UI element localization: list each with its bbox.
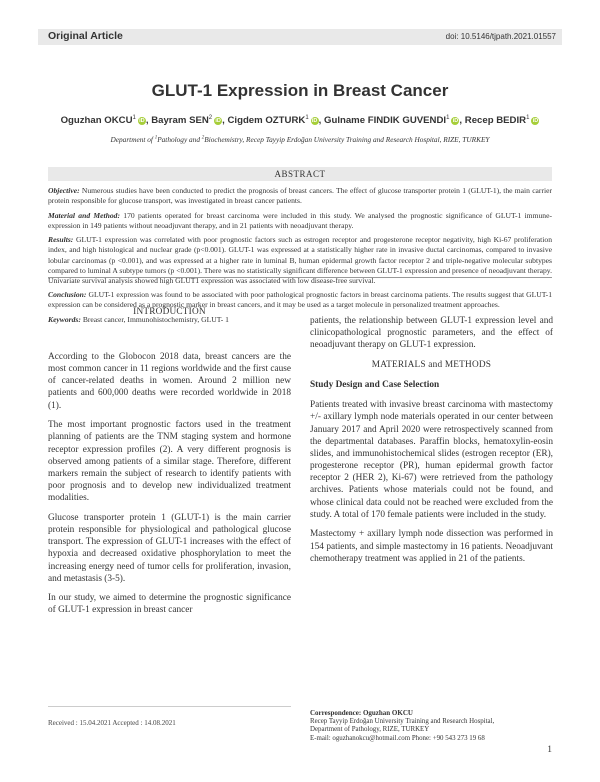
correspondence-heading: Correspondence: Oguzhan OKCU [310, 709, 413, 717]
orcid-icon[interactable]: iD [215, 118, 221, 125]
author-name: Oguzhan OKCU [60, 115, 133, 127]
article-type: Original Article [48, 30, 123, 42]
author-list: Oguzhan OKCU$^1$iD, Bayram SEN$^2$iD, Cigdem OZTURK$^1$iD, Gulname FINDIK GUVENDI$^1$iD, Recep BEDIR$^1$iD [60, 115, 539, 127]
intro-paragraph: The most important prognostic factors used in the treatment planning of patients are the TNM staging system and hormone receptor expression profiles (2). A very different prognosis is observed among patients of a similar stage. Therefore, different markers remain the subject of research to identify patients with poor prognosis and to develop new individualized treatment modalities. [48, 420, 291, 504]
affiliation: Department of $^1$Pathology and $^2$Biochemistry, Recep Tayyip Erdoğan University Training and Research Hospital, RIZE, TURKEY [110, 135, 490, 144]
correspondence-line: Department of Pathology, RIZE, TURKEY [310, 726, 430, 734]
abstract-heading: ABSTRACT [274, 169, 326, 179]
correspondence-block [310, 709, 560, 743]
orcid-icon[interactable]: iD [311, 118, 318, 125]
author-name: Gulname FINDIK GUVENDI [324, 115, 447, 127]
methods-paragraph: Mastectomy + axillary lymph node dissection was performed in 154 patients, and simple mastectomy in 16 patients. Neoadjuvant chemotherapy treatment was applied in 21 of the patients. [310, 529, 553, 564]
author-name: Cigdem OZTURK [227, 115, 306, 127]
orcid-icon[interactable]: iD [452, 118, 459, 125]
divider [48, 277, 552, 278]
abstract-objective: Objective: Numerous studies have been conducted to predict the prognosis of breast cancers. The effect of glucose transporter protein 1 (GLUT-1), the main carrier protein responsible for glucose transport, was investigated in breast cancer patients. [48, 186, 552, 206]
methods-subheading: Study Design and Case Selection [310, 380, 440, 391]
orcid-icon[interactable]: iD [139, 118, 145, 125]
right-column [310, 316, 553, 572]
doi-link[interactable]: doi: 10.5146/tjpath.2021.01557 [445, 32, 556, 41]
author-name: Recep BEDIR [464, 115, 527, 127]
correspondence-line: Recep Tayyip Erdoğan University Training and Research Hospital, [310, 717, 495, 725]
abstract-conclusion: Conclusion: GLUT-1 expression was found to be associated with poor pathological prognostic factors in breast carcinoma patients. The results suggest that GLUT-1 expression can be considered as a prognostic marker in breast cancers, and it may be used as a target molecule in personalized treatment approaches. [48, 290, 553, 310]
abstract-methods: Material and Method: 170 patients operated for breast carcinoma were included in this study. We analysed the prognostic significance of GLUT-1 immune-expression in 149 patients without neoadjuvant therapy, and in 21 patients with neoadjuvant therapy. [48, 210, 552, 230]
abstract-results: Results: GLUT-1 expression was correlated with poor prognostic factors such as estrogen receptor and progesterone receptor negativity, high Ki-67 proliferation index, and high histological and nuclear grade (p<0.001). GLUT-1 was expressed at a statistically higher rate in invasive ductal carcinomas, compared to invasive lobular carcinomas (p <0.001), and was expressed at a higher rate in luminal B, human epidermal growth factor receptor 2 and triple-negative molecular subtypes compared to luminal A subtype tumors (p <0.001). There was no statistically significant difference between GLUT-1 expression and presence of neoadjuvant therapy. Univariate survival analysis showed high GLUT1 expression was associated with low disease-free survival. [48, 235, 552, 285]
intro-paragraph: In our study, we aimed to determine the prognostic significance of GLUT-1 expression in breast cancer [48, 593, 291, 616]
methods-heading: MATERIALS and METHODS [371, 359, 492, 370]
methods-paragraph: Patients treated with invasive breast carcinoma with mastectomy +/- axillary lymph node materials operated in our center between January 2017 and April 2020 were retrospectively scanned from the departmental databases. Paraffin blocks, hematoxylin-eosin slides, and immunohistochemical slides (estrogen receptor (ER), progesterone receptor (PR), human epidermal growth factor receptor 2 (HER 2), Ki-67) were retrieved from the pathology archives. Patients whose materials could not be found, and whose clinical data could not be reached were excluded from the study. A total of 170 female patients were included in the study. [310, 400, 553, 520]
abstract-keywords: Keywords: Breast cancer, Immunohistochemistry, GLUT- 1 [48, 315, 229, 325]
author-name: Bayram SEN [151, 115, 209, 127]
intro-heading: INTRODUCTION [133, 307, 206, 317]
page-number: 1 [547, 745, 552, 755]
footer-divider [48, 706, 291, 707]
correspondence-contact[interactable]: E-mail: oguzhanokcu@hotmail.com Phone: +90 543 273 19 68 [310, 734, 485, 742]
paper-title: GLUT-1 Expression in Breast Cancer [151, 81, 449, 100]
intro-paragraph: According to the Globocon 2018 data, breast cancers are the most common cancer in 11 regions worldwide and the first cause of cancer-related deaths in women. Around 2 million new patients and 600,000 deaths were recorded worldwide in 2018 (1). [48, 352, 291, 411]
intro-paragraph-cont: patients, the relationship between GLUT-1 expression level and clinicopathological prognostic parameters, and the effect of neoadjuvant therapy on GLUT-1 expression. [310, 316, 553, 351]
received-dates: Received : 15.04.2021 Accepted : 14.08.2021 [48, 719, 176, 727]
intro-paragraph: Glucose transporter protein 1 (GLUT-1) is the main carrier protein responsible for physiological and pathological glucose transport. The expression of GLUT-1 increases with the effect of hypoxia and decreased oxidative phosphorylation to meet the increasing energy need of tumor cells for proliferation, invasion, and metastasis (3-5). [48, 512, 291, 584]
orcid-icon[interactable]: iD [532, 118, 539, 125]
